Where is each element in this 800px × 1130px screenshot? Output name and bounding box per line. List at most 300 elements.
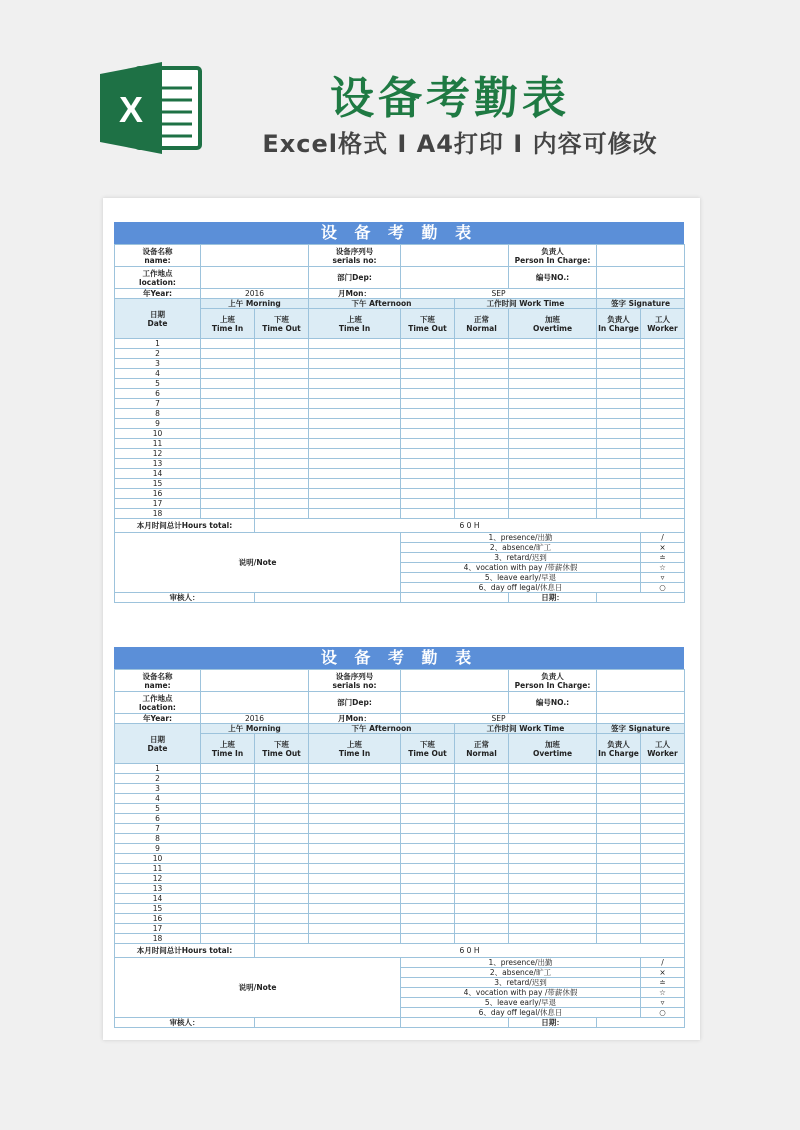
overtime-cell[interactable]: [509, 449, 597, 459]
overtime-cell[interactable]: [509, 489, 597, 499]
year-value[interactable]: 2016: [201, 714, 309, 724]
hours-total-value[interactable]: 6 0 H: [255, 944, 685, 958]
normal-cell[interactable]: [455, 904, 509, 914]
afternoon-time-out-cell[interactable]: [401, 884, 455, 894]
year-value[interactable]: 2016: [201, 289, 309, 299]
afternoon-time-in-cell[interactable]: [309, 439, 401, 449]
afternoon-time-in-cell[interactable]: [309, 409, 401, 419]
afternoon-time-in-cell[interactable]: [309, 814, 401, 824]
normal-cell[interactable]: [455, 459, 509, 469]
afternoon-time-out-cell[interactable]: [401, 844, 455, 854]
overtime-cell[interactable]: [509, 864, 597, 874]
in-charge-sign-cell[interactable]: [597, 469, 641, 479]
worker-sign-cell[interactable]: [641, 509, 685, 519]
morning-time-in-cell[interactable]: [201, 409, 255, 419]
overtime-cell[interactable]: [509, 904, 597, 914]
morning-time-out-cell[interactable]: [255, 884, 309, 894]
morning-time-in-cell[interactable]: [201, 794, 255, 804]
morning-time-out-cell[interactable]: [255, 439, 309, 449]
morning-time-in-cell[interactable]: [201, 784, 255, 794]
normal-cell[interactable]: [455, 419, 509, 429]
morning-time-in-cell[interactable]: [201, 814, 255, 824]
normal-cell[interactable]: [455, 854, 509, 864]
in-charge-sign-cell[interactable]: [597, 814, 641, 824]
morning-time-in-cell[interactable]: [201, 804, 255, 814]
morning-time-in-cell[interactable]: [201, 449, 255, 459]
afternoon-time-out-cell[interactable]: [401, 349, 455, 359]
normal-cell[interactable]: [455, 914, 509, 924]
normal-cell[interactable]: [455, 804, 509, 814]
overtime-cell[interactable]: [509, 924, 597, 934]
hours-total-value[interactable]: 6 0 H: [255, 519, 685, 533]
morning-time-out-cell[interactable]: [255, 804, 309, 814]
morning-time-in-cell[interactable]: [201, 399, 255, 409]
normal-cell[interactable]: [455, 339, 509, 349]
morning-time-in-cell[interactable]: [201, 489, 255, 499]
morning-time-in-cell[interactable]: [201, 914, 255, 924]
worker-sign-cell[interactable]: [641, 934, 685, 944]
afternoon-time-in-cell[interactable]: [309, 834, 401, 844]
in-charge-sign-cell[interactable]: [597, 479, 641, 489]
morning-time-out-cell[interactable]: [255, 764, 309, 774]
morning-time-in-cell[interactable]: [201, 509, 255, 519]
month-value[interactable]: SEP: [401, 714, 597, 724]
morning-time-in-cell[interactable]: [201, 844, 255, 854]
overtime-cell[interactable]: [509, 369, 597, 379]
morning-time-in-cell[interactable]: [201, 874, 255, 884]
normal-cell[interactable]: [455, 389, 509, 399]
afternoon-time-in-cell[interactable]: [309, 844, 401, 854]
in-charge-sign-cell[interactable]: [597, 904, 641, 914]
device-name-field[interactable]: [201, 670, 309, 692]
in-charge-sign-cell[interactable]: [597, 824, 641, 834]
morning-time-in-cell[interactable]: [201, 349, 255, 359]
afternoon-time-in-cell[interactable]: [309, 509, 401, 519]
morning-time-in-cell[interactable]: [201, 834, 255, 844]
serial-field[interactable]: [401, 670, 509, 692]
worker-sign-cell[interactable]: [641, 874, 685, 884]
morning-time-out-cell[interactable]: [255, 479, 309, 489]
afternoon-time-in-cell[interactable]: [309, 874, 401, 884]
afternoon-time-in-cell[interactable]: [309, 894, 401, 904]
in-charge-sign-cell[interactable]: [597, 509, 641, 519]
normal-cell[interactable]: [455, 934, 509, 944]
overtime-cell[interactable]: [509, 509, 597, 519]
overtime-cell[interactable]: [509, 419, 597, 429]
afternoon-time-in-cell[interactable]: [309, 804, 401, 814]
overtime-cell[interactable]: [509, 884, 597, 894]
in-charge-sign-cell[interactable]: [597, 449, 641, 459]
morning-time-out-cell[interactable]: [255, 369, 309, 379]
overtime-cell[interactable]: [509, 874, 597, 884]
worker-sign-cell[interactable]: [641, 399, 685, 409]
worker-sign-cell[interactable]: [641, 914, 685, 924]
afternoon-time-in-cell[interactable]: [309, 864, 401, 874]
in-charge-sign-cell[interactable]: [597, 399, 641, 409]
afternoon-time-in-cell[interactable]: [309, 349, 401, 359]
afternoon-time-out-cell[interactable]: [401, 429, 455, 439]
in-charge-sign-cell[interactable]: [597, 804, 641, 814]
afternoon-time-out-cell[interactable]: [401, 379, 455, 389]
worker-sign-cell[interactable]: [641, 439, 685, 449]
morning-time-out-cell[interactable]: [255, 854, 309, 864]
in-charge-sign-cell[interactable]: [597, 419, 641, 429]
morning-time-out-cell[interactable]: [255, 934, 309, 944]
worker-sign-cell[interactable]: [641, 924, 685, 934]
worker-sign-cell[interactable]: [641, 499, 685, 509]
worker-sign-cell[interactable]: [641, 804, 685, 814]
review-date-field[interactable]: [597, 1018, 685, 1028]
worker-sign-cell[interactable]: [641, 469, 685, 479]
morning-time-in-cell[interactable]: [201, 379, 255, 389]
afternoon-time-out-cell[interactable]: [401, 499, 455, 509]
normal-cell[interactable]: [455, 369, 509, 379]
worker-sign-cell[interactable]: [641, 339, 685, 349]
worker-sign-cell[interactable]: [641, 884, 685, 894]
morning-time-in-cell[interactable]: [201, 764, 255, 774]
worker-sign-cell[interactable]: [641, 784, 685, 794]
review-date-field[interactable]: [597, 593, 685, 603]
afternoon-time-out-cell[interactable]: [401, 459, 455, 469]
afternoon-time-out-cell[interactable]: [401, 874, 455, 884]
afternoon-time-in-cell[interactable]: [309, 419, 401, 429]
morning-time-out-cell[interactable]: [255, 844, 309, 854]
morning-time-out-cell[interactable]: [255, 469, 309, 479]
afternoon-time-out-cell[interactable]: [401, 439, 455, 449]
device-name-field[interactable]: [201, 245, 309, 267]
in-charge-sign-cell[interactable]: [597, 914, 641, 924]
morning-time-in-cell[interactable]: [201, 854, 255, 864]
afternoon-time-out-cell[interactable]: [401, 389, 455, 399]
month-value[interactable]: SEP: [401, 289, 597, 299]
overtime-cell[interactable]: [509, 429, 597, 439]
afternoon-time-in-cell[interactable]: [309, 399, 401, 409]
morning-time-in-cell[interactable]: [201, 359, 255, 369]
afternoon-time-in-cell[interactable]: [309, 784, 401, 794]
in-charge-sign-cell[interactable]: [597, 429, 641, 439]
normal-cell[interactable]: [455, 399, 509, 409]
morning-time-in-cell[interactable]: [201, 824, 255, 834]
morning-time-out-cell[interactable]: [255, 459, 309, 469]
normal-cell[interactable]: [455, 834, 509, 844]
morning-time-in-cell[interactable]: [201, 439, 255, 449]
morning-time-out-cell[interactable]: [255, 499, 309, 509]
worker-sign-cell[interactable]: [641, 844, 685, 854]
worker-sign-cell[interactable]: [641, 814, 685, 824]
normal-cell[interactable]: [455, 874, 509, 884]
morning-time-in-cell[interactable]: [201, 419, 255, 429]
morning-time-in-cell[interactable]: [201, 884, 255, 894]
overtime-cell[interactable]: [509, 934, 597, 944]
morning-time-in-cell[interactable]: [201, 934, 255, 944]
afternoon-time-out-cell[interactable]: [401, 469, 455, 479]
overtime-cell[interactable]: [509, 459, 597, 469]
afternoon-time-out-cell[interactable]: [401, 449, 455, 459]
afternoon-time-out-cell[interactable]: [401, 479, 455, 489]
afternoon-time-out-cell[interactable]: [401, 409, 455, 419]
worker-sign-cell[interactable]: [641, 824, 685, 834]
overtime-cell[interactable]: [509, 784, 597, 794]
afternoon-time-out-cell[interactable]: [401, 399, 455, 409]
in-charge-sign-cell[interactable]: [597, 934, 641, 944]
overtime-cell[interactable]: [509, 854, 597, 864]
morning-time-out-cell[interactable]: [255, 824, 309, 834]
worker-sign-cell[interactable]: [641, 864, 685, 874]
number-field[interactable]: [597, 267, 685, 289]
location-field[interactable]: [201, 692, 309, 714]
in-charge-sign-cell[interactable]: [597, 489, 641, 499]
afternoon-time-in-cell[interactable]: [309, 854, 401, 864]
morning-time-out-cell[interactable]: [255, 339, 309, 349]
overtime-cell[interactable]: [509, 794, 597, 804]
afternoon-time-out-cell[interactable]: [401, 419, 455, 429]
morning-time-out-cell[interactable]: [255, 814, 309, 824]
normal-cell[interactable]: [455, 499, 509, 509]
afternoon-time-in-cell[interactable]: [309, 379, 401, 389]
normal-cell[interactable]: [455, 824, 509, 834]
overtime-cell[interactable]: [509, 774, 597, 784]
worker-sign-cell[interactable]: [641, 409, 685, 419]
afternoon-time-in-cell[interactable]: [309, 499, 401, 509]
normal-cell[interactable]: [455, 844, 509, 854]
reviewer-field[interactable]: [255, 1018, 401, 1028]
afternoon-time-out-cell[interactable]: [401, 824, 455, 834]
in-charge-sign-cell[interactable]: [597, 874, 641, 884]
morning-time-in-cell[interactable]: [201, 904, 255, 914]
in-charge-sign-cell[interactable]: [597, 854, 641, 864]
normal-cell[interactable]: [455, 774, 509, 784]
afternoon-time-in-cell[interactable]: [309, 934, 401, 944]
afternoon-time-in-cell[interactable]: [309, 489, 401, 499]
morning-time-out-cell[interactable]: [255, 409, 309, 419]
normal-cell[interactable]: [455, 479, 509, 489]
normal-cell[interactable]: [455, 924, 509, 934]
morning-time-in-cell[interactable]: [201, 894, 255, 904]
morning-time-in-cell[interactable]: [201, 389, 255, 399]
in-charge-sign-cell[interactable]: [597, 784, 641, 794]
morning-time-out-cell[interactable]: [255, 834, 309, 844]
normal-cell[interactable]: [455, 864, 509, 874]
worker-sign-cell[interactable]: [641, 904, 685, 914]
morning-time-in-cell[interactable]: [201, 864, 255, 874]
morning-time-in-cell[interactable]: [201, 429, 255, 439]
overtime-cell[interactable]: [509, 914, 597, 924]
person-in-charge-field[interactable]: [597, 670, 685, 692]
morning-time-out-cell[interactable]: [255, 379, 309, 389]
in-charge-sign-cell[interactable]: [597, 924, 641, 934]
overtime-cell[interactable]: [509, 764, 597, 774]
morning-time-in-cell[interactable]: [201, 459, 255, 469]
normal-cell[interactable]: [455, 439, 509, 449]
normal-cell[interactable]: [455, 379, 509, 389]
worker-sign-cell[interactable]: [641, 359, 685, 369]
afternoon-time-in-cell[interactable]: [309, 369, 401, 379]
normal-cell[interactable]: [455, 349, 509, 359]
afternoon-time-out-cell[interactable]: [401, 359, 455, 369]
normal-cell[interactable]: [455, 764, 509, 774]
in-charge-sign-cell[interactable]: [597, 834, 641, 844]
overtime-cell[interactable]: [509, 399, 597, 409]
dept-field[interactable]: [401, 267, 509, 289]
afternoon-time-in-cell[interactable]: [309, 884, 401, 894]
morning-time-out-cell[interactable]: [255, 874, 309, 884]
morning-time-out-cell[interactable]: [255, 449, 309, 459]
overtime-cell[interactable]: [509, 379, 597, 389]
afternoon-time-in-cell[interactable]: [309, 429, 401, 439]
normal-cell[interactable]: [455, 449, 509, 459]
morning-time-in-cell[interactable]: [201, 479, 255, 489]
afternoon-time-out-cell[interactable]: [401, 894, 455, 904]
in-charge-sign-cell[interactable]: [597, 884, 641, 894]
morning-time-out-cell[interactable]: [255, 349, 309, 359]
number-field[interactable]: [597, 692, 685, 714]
overtime-cell[interactable]: [509, 824, 597, 834]
in-charge-sign-cell[interactable]: [597, 389, 641, 399]
serial-field[interactable]: [401, 245, 509, 267]
afternoon-time-in-cell[interactable]: [309, 479, 401, 489]
afternoon-time-in-cell[interactable]: [309, 359, 401, 369]
morning-time-out-cell[interactable]: [255, 774, 309, 784]
overtime-cell[interactable]: [509, 894, 597, 904]
overtime-cell[interactable]: [509, 409, 597, 419]
worker-sign-cell[interactable]: [641, 369, 685, 379]
in-charge-sign-cell[interactable]: [597, 499, 641, 509]
morning-time-out-cell[interactable]: [255, 864, 309, 874]
in-charge-sign-cell[interactable]: [597, 439, 641, 449]
afternoon-time-in-cell[interactable]: [309, 449, 401, 459]
morning-time-out-cell[interactable]: [255, 489, 309, 499]
afternoon-time-out-cell[interactable]: [401, 774, 455, 784]
afternoon-time-in-cell[interactable]: [309, 389, 401, 399]
overtime-cell[interactable]: [509, 339, 597, 349]
normal-cell[interactable]: [455, 409, 509, 419]
afternoon-time-in-cell[interactable]: [309, 914, 401, 924]
afternoon-time-out-cell[interactable]: [401, 764, 455, 774]
afternoon-time-in-cell[interactable]: [309, 774, 401, 784]
overtime-cell[interactable]: [509, 439, 597, 449]
in-charge-sign-cell[interactable]: [597, 794, 641, 804]
worker-sign-cell[interactable]: [641, 854, 685, 864]
worker-sign-cell[interactable]: [641, 489, 685, 499]
worker-sign-cell[interactable]: [641, 379, 685, 389]
afternoon-time-out-cell[interactable]: [401, 489, 455, 499]
in-charge-sign-cell[interactable]: [597, 339, 641, 349]
worker-sign-cell[interactable]: [641, 349, 685, 359]
morning-time-in-cell[interactable]: [201, 339, 255, 349]
normal-cell[interactable]: [455, 359, 509, 369]
afternoon-time-out-cell[interactable]: [401, 784, 455, 794]
afternoon-time-out-cell[interactable]: [401, 804, 455, 814]
overtime-cell[interactable]: [509, 834, 597, 844]
normal-cell[interactable]: [455, 489, 509, 499]
in-charge-sign-cell[interactable]: [597, 459, 641, 469]
afternoon-time-in-cell[interactable]: [309, 339, 401, 349]
normal-cell[interactable]: [455, 429, 509, 439]
morning-time-in-cell[interactable]: [201, 924, 255, 934]
morning-time-out-cell[interactable]: [255, 509, 309, 519]
overtime-cell[interactable]: [509, 814, 597, 824]
afternoon-time-out-cell[interactable]: [401, 924, 455, 934]
normal-cell[interactable]: [455, 794, 509, 804]
in-charge-sign-cell[interactable]: [597, 369, 641, 379]
afternoon-time-in-cell[interactable]: [309, 824, 401, 834]
morning-time-in-cell[interactable]: [201, 774, 255, 784]
afternoon-time-out-cell[interactable]: [401, 814, 455, 824]
in-charge-sign-cell[interactable]: [597, 349, 641, 359]
worker-sign-cell[interactable]: [641, 459, 685, 469]
afternoon-time-out-cell[interactable]: [401, 854, 455, 864]
afternoon-time-in-cell[interactable]: [309, 469, 401, 479]
normal-cell[interactable]: [455, 784, 509, 794]
overtime-cell[interactable]: [509, 844, 597, 854]
afternoon-time-in-cell[interactable]: [309, 459, 401, 469]
in-charge-sign-cell[interactable]: [597, 864, 641, 874]
afternoon-time-out-cell[interactable]: [401, 834, 455, 844]
in-charge-sign-cell[interactable]: [597, 379, 641, 389]
overtime-cell[interactable]: [509, 359, 597, 369]
person-in-charge-field[interactable]: [597, 245, 685, 267]
location-field[interactable]: [201, 267, 309, 289]
afternoon-time-out-cell[interactable]: [401, 369, 455, 379]
afternoon-time-out-cell[interactable]: [401, 339, 455, 349]
in-charge-sign-cell[interactable]: [597, 409, 641, 419]
afternoon-time-out-cell[interactable]: [401, 934, 455, 944]
overtime-cell[interactable]: [509, 804, 597, 814]
morning-time-out-cell[interactable]: [255, 904, 309, 914]
normal-cell[interactable]: [455, 509, 509, 519]
worker-sign-cell[interactable]: [641, 419, 685, 429]
dept-field[interactable]: [401, 692, 509, 714]
morning-time-out-cell[interactable]: [255, 924, 309, 934]
afternoon-time-out-cell[interactable]: [401, 794, 455, 804]
worker-sign-cell[interactable]: [641, 894, 685, 904]
morning-time-out-cell[interactable]: [255, 419, 309, 429]
worker-sign-cell[interactable]: [641, 479, 685, 489]
afternoon-time-in-cell[interactable]: [309, 924, 401, 934]
morning-time-out-cell[interactable]: [255, 389, 309, 399]
morning-time-out-cell[interactable]: [255, 894, 309, 904]
afternoon-time-in-cell[interactable]: [309, 764, 401, 774]
worker-sign-cell[interactable]: [641, 794, 685, 804]
morning-time-out-cell[interactable]: [255, 359, 309, 369]
worker-sign-cell[interactable]: [641, 764, 685, 774]
morning-time-in-cell[interactable]: [201, 499, 255, 509]
afternoon-time-out-cell[interactable]: [401, 904, 455, 914]
normal-cell[interactable]: [455, 814, 509, 824]
overtime-cell[interactable]: [509, 389, 597, 399]
afternoon-time-out-cell[interactable]: [401, 914, 455, 924]
overtime-cell[interactable]: [509, 349, 597, 359]
worker-sign-cell[interactable]: [641, 774, 685, 784]
afternoon-time-out-cell[interactable]: [401, 864, 455, 874]
worker-sign-cell[interactable]: [641, 429, 685, 439]
normal-cell[interactable]: [455, 894, 509, 904]
morning-time-out-cell[interactable]: [255, 429, 309, 439]
worker-sign-cell[interactable]: [641, 389, 685, 399]
in-charge-sign-cell[interactable]: [597, 764, 641, 774]
overtime-cell[interactable]: [509, 469, 597, 479]
normal-cell[interactable]: [455, 884, 509, 894]
in-charge-sign-cell[interactable]: [597, 359, 641, 369]
morning-time-out-cell[interactable]: [255, 794, 309, 804]
morning-time-out-cell[interactable]: [255, 399, 309, 409]
reviewer-field[interactable]: [255, 593, 401, 603]
overtime-cell[interactable]: [509, 479, 597, 489]
worker-sign-cell[interactable]: [641, 834, 685, 844]
overtime-cell[interactable]: [509, 499, 597, 509]
in-charge-sign-cell[interactable]: [597, 774, 641, 784]
morning-time-out-cell[interactable]: [255, 784, 309, 794]
